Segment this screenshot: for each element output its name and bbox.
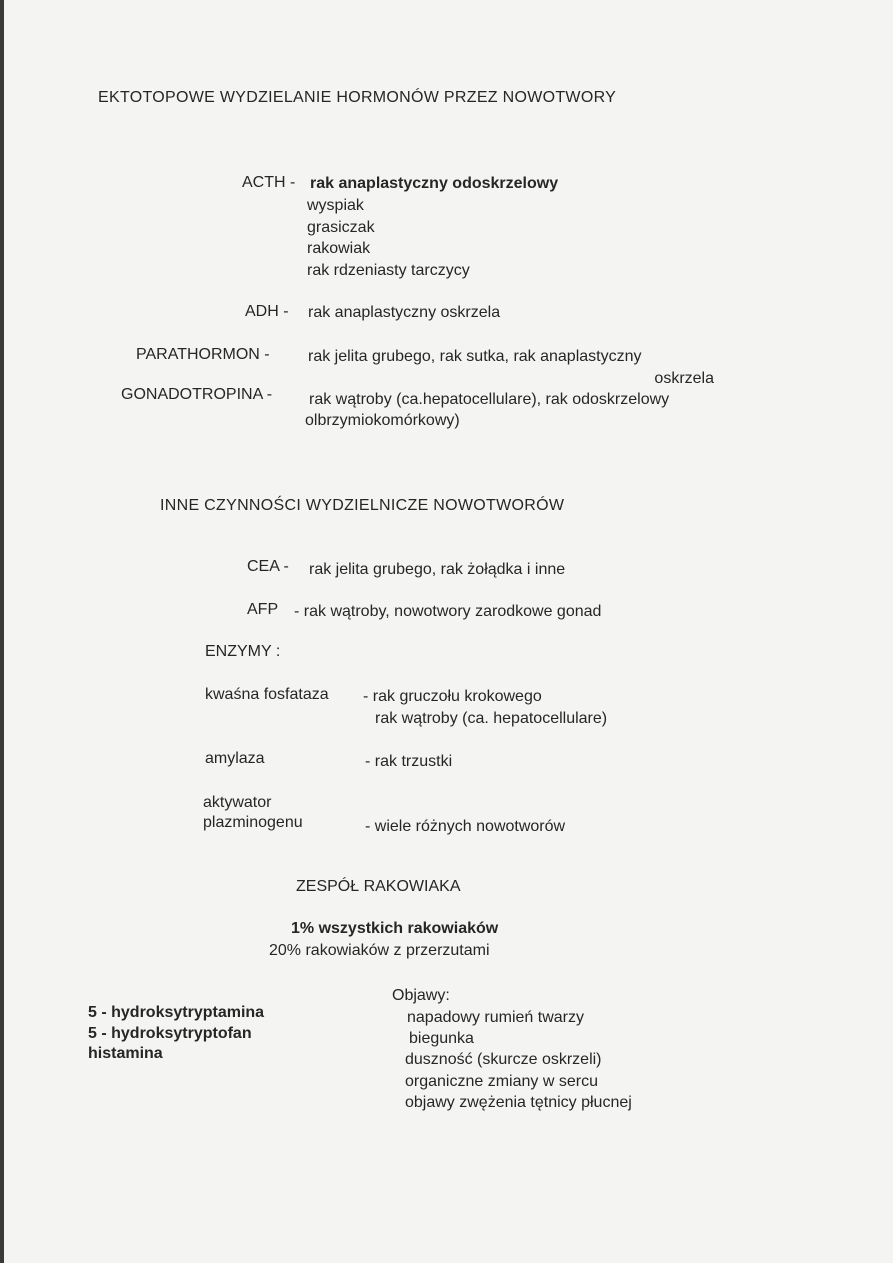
objawy-item-3: duszność (skurcze oskrzeli)	[405, 1051, 602, 1068]
parathormon-label: PARATHORMON -	[136, 346, 270, 363]
afp-text: - rak wątroby, nowotwory zarodkowe gonad	[294, 603, 602, 620]
kwasna-line-2: rak wątroby (ca. hepatocellulare)	[375, 710, 608, 727]
amylaza-label: amylaza	[205, 750, 265, 767]
objawy-item-1: napadowy rumień twarzy	[407, 1009, 584, 1026]
acth-line-1: rak anaplastyczny odoskrzelowy	[310, 175, 559, 192]
kwasna-label: kwaśna fosfataza	[205, 686, 329, 703]
aktywator-text: - wiele różnych nowotworów	[365, 818, 566, 835]
objawy-item-2: biegunka	[409, 1030, 474, 1047]
kwasna-line-1: - rak gruczołu krokowego	[363, 688, 542, 705]
parathormon-line-2: oskrzela	[654, 370, 714, 387]
aktywator-label-2: plazminogenu	[203, 814, 303, 831]
objawy-heading: Objawy:	[392, 987, 450, 1004]
gonadotropina-label: GONADOTROPINA -	[121, 386, 273, 403]
acth-line-2: wyspiak	[307, 197, 364, 214]
scan-edge	[0, 0, 4, 1263]
acth-line-3: grasiczak	[307, 219, 375, 236]
substance-2: 5 - hydroksytryptofan	[88, 1025, 252, 1042]
stat-2: 20% rakowiaków z przerzutami	[269, 942, 490, 959]
gonadotropina-line-2: olbrzymiokomórkowy)	[305, 412, 460, 429]
adh-text: rak anaplastyczny oskrzela	[308, 304, 501, 321]
document-title: EKTOTOPOWE WYDZIELANIE HORMONÓW PRZEZ NOWOTWORY	[98, 89, 617, 106]
substance-3: histamina	[88, 1045, 163, 1062]
substance-1: 5 - hydroksytryptamina	[88, 1004, 265, 1021]
parathormon-line-1: rak jelita grubego, rak sutka, rak anaplastyczny	[308, 348, 642, 365]
stat-1: 1% wszystkich rakowiaków	[291, 920, 499, 937]
objawy-item-4: organiczne zmiany w sercu	[405, 1073, 598, 1090]
acth-line-5: rak rdzeniasty tarczycy	[307, 262, 470, 279]
acth-line-4: rakowiak	[307, 240, 371, 257]
section-2-title: INNE CZYNNOŚCI WYDZIELNICZE NOWOTWORÓW	[160, 497, 565, 514]
amylaza-text: - rak trzustki	[365, 753, 453, 770]
cea-label: CEA -	[247, 558, 289, 575]
acth-label: ACTH -	[242, 174, 296, 191]
enzymy-heading: ENZYMY :	[205, 643, 281, 660]
aktywator-label-1: aktywator	[203, 794, 272, 811]
gonadotropina-line-1: rak wątroby (ca.hepatocellulare), rak odoskrzelowy	[309, 391, 670, 408]
objawy-item-5: objawy zwężenia tętnicy płucnej	[405, 1094, 632, 1111]
cea-text: rak jelita grubego, rak żołądka i inne	[309, 561, 566, 578]
adh-label: ADH -	[245, 303, 289, 320]
afp-label: AFP	[247, 601, 279, 618]
section-3-title: ZESPÓŁ RAKOWIAKA	[296, 878, 461, 895]
